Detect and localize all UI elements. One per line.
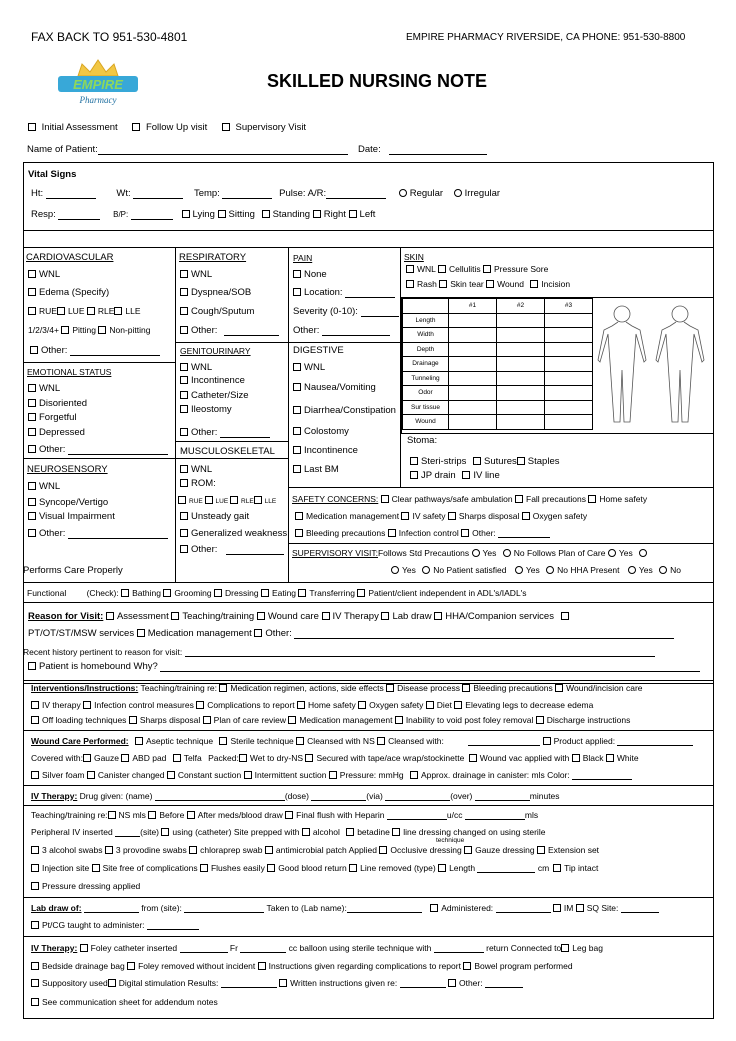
- nausea-checkbox[interactable]: [293, 383, 301, 391]
- oxygen-safety-checkbox[interactable]: [522, 512, 530, 520]
- date-field[interactable]: Date:: [358, 144, 487, 155]
- foley-removed-checkbox[interactable]: [127, 962, 135, 970]
- neuro-syncope: Syncope/Vertigo: [28, 497, 108, 508]
- musc-wnl: WNL: [180, 464, 212, 475]
- transferring-checkbox[interactable]: [298, 589, 306, 597]
- standing-checkbox[interactable]: [262, 210, 270, 218]
- infection-measures-checkbox[interactable]: [83, 701, 91, 709]
- disoriented-checkbox[interactable]: [28, 399, 36, 407]
- plan-review-checkbox[interactable]: [203, 716, 211, 724]
- supervisory-title: SUPERVISORY VISIT:: [292, 548, 378, 558]
- lle-checkbox[interactable]: [114, 307, 122, 315]
- written-instructions-checkbox[interactable]: [279, 979, 287, 987]
- cardio-title: CARDIOVASCULAR: [26, 252, 114, 263]
- pressure-mmhg-checkbox[interactable]: [329, 771, 337, 779]
- neuro-other: Other:: [28, 528, 168, 539]
- sharps-checkbox[interactable]: [448, 512, 456, 520]
- bowel-program-checkbox[interactable]: [463, 962, 471, 970]
- site-free-checkbox[interactable]: [92, 864, 100, 872]
- alcohol-swabs-checkbox[interactable]: [31, 846, 39, 854]
- elevating-checkbox[interactable]: [454, 701, 462, 709]
- reason-med-mgmt-checkbox[interactable]: [137, 629, 145, 637]
- neuro-title: NEUROSENSORY: [27, 464, 108, 475]
- dig-incontinence: Incontinence: [293, 445, 358, 456]
- int-med-mgmt-checkbox[interactable]: [288, 716, 296, 724]
- reason-row-2: PT/OT/ST/MSW services Medication management Other:: [28, 628, 674, 639]
- see-communication-checkbox[interactable]: [31, 998, 39, 1006]
- interventions-title: Interventions/Instructions:: [31, 683, 139, 693]
- precautions-no-radio[interactable]: [503, 549, 511, 557]
- colostomy-checkbox[interactable]: [293, 427, 301, 435]
- lab-taught-row: Pt/CG taught to administer:: [31, 920, 199, 930]
- emo-depressed: Depressed: [28, 427, 85, 438]
- addendum-row: See communication sheet for addendum notes: [31, 997, 218, 1007]
- emo-forgetful: Forgetful: [28, 412, 77, 423]
- musc-rue-checkbox[interactable]: [178, 496, 186, 504]
- emo-disoriented: Disoriented: [28, 398, 87, 409]
- dig-last-bm: Last BM: [293, 464, 339, 475]
- history-field: Recent history pertinent to reason for visit:: [23, 647, 655, 657]
- nonpitting-checkbox[interactable]: [98, 326, 106, 334]
- gu-catheter: Catheter/Size: [180, 390, 249, 401]
- iv-peripheral-row: Peripheral IV inserted (site) using (catheter) Site prepped with alcohol betadine line dressing changed on using sterile: [31, 827, 546, 837]
- resp-other-checkbox[interactable]: [180, 326, 188, 334]
- final-flush-checkbox[interactable]: [285, 811, 293, 819]
- gu-other: Other:: [180, 427, 270, 438]
- right-checkbox[interactable]: [313, 210, 321, 218]
- wound-care-title: Wound Care Performed:: [31, 736, 129, 746]
- bedside-bag-checkbox[interactable]: [31, 962, 39, 970]
- iv2-title: IV Therapy:: [31, 943, 78, 953]
- lying-checkbox[interactable]: [182, 210, 190, 218]
- resp-cough: Cough/Sputum: [180, 306, 254, 317]
- silver-foam-checkbox[interactable]: [31, 771, 39, 779]
- iv-pressure-row: Pressure dressing applied: [31, 881, 140, 891]
- iv-drug-row: IV Therapy: Drug given: (name) (dose) (via) (over) minutes: [31, 791, 560, 801]
- drains-row-2: JP drain IV line: [410, 470, 500, 481]
- skin-title: SKIN: [404, 252, 424, 262]
- suppository-checkbox[interactable]: [31, 979, 39, 987]
- precautions-yes-radio[interactable]: [472, 549, 480, 557]
- wound-care-row-3: Silver foam Canister changed Constant suction Intermittent suction Pressure: mmHg Approx. drainage in canister: mls Color:: [31, 770, 632, 780]
- black-checkbox[interactable]: [572, 754, 580, 762]
- rue-checkbox[interactable]: [28, 307, 36, 315]
- ns-mls-checkbox[interactable]: [108, 811, 116, 819]
- gu-wnl: WNL: [180, 362, 212, 373]
- iv-teach-row: Teaching/training re: NS mls Before After meds/blood draw Final flush with Heparin u/cc mls: [31, 810, 539, 820]
- neuro-wnl-checkbox[interactable]: [28, 482, 36, 490]
- dressing-checkbox[interactable]: [214, 589, 222, 597]
- sterile-checkbox[interactable]: [219, 737, 227, 745]
- reason-wound-checkbox[interactable]: [257, 612, 265, 620]
- bleeding-checkbox[interactable]: [295, 529, 303, 537]
- intermittent-suction-checkbox[interactable]: [244, 771, 252, 779]
- fax-number: FAX BACK TO 951-530-4801: [31, 30, 188, 44]
- cellulitis-checkbox[interactable]: [438, 265, 446, 273]
- after-meds-checkbox[interactable]: [187, 811, 195, 819]
- plan-no-radio[interactable]: [639, 549, 647, 557]
- resp-other: Other:: [180, 325, 279, 336]
- skin-wnl-checkbox[interactable]: [406, 265, 414, 273]
- neuro-wnl: WNL: [28, 481, 60, 492]
- using-catheter-checkbox[interactable]: [161, 828, 169, 836]
- interventions-row-2: IV therapy Infection control measures Complications to report Home safety Oxygen safety Diet Elevating legs to decrease edema: [31, 700, 593, 710]
- clear-path-checkbox[interactable]: [381, 495, 389, 503]
- musc-other: Other:: [180, 544, 284, 555]
- antimicrobial-checkbox[interactable]: [265, 846, 273, 854]
- cardio-pitting: 1/2/3/4+ Pitting Non-pitting: [28, 325, 151, 335]
- neuro-visual: Visual Impairment: [28, 511, 115, 522]
- med-regimen-checkbox[interactable]: [219, 684, 227, 692]
- pitting-checkbox[interactable]: [61, 326, 69, 334]
- rash-checkbox[interactable]: [406, 280, 414, 288]
- lab-title: Lab draw of:: [31, 903, 82, 913]
- body-diagram-icon: [590, 300, 712, 429]
- emo-wnl: WNL: [28, 383, 60, 394]
- syncope-checkbox[interactable]: [28, 498, 36, 506]
- digital-stim-checkbox[interactable]: [108, 979, 116, 987]
- pharmacy-info: EMPIRE PHARMACY RIVERSIDE, CA PHONE: 951-530-8800: [406, 32, 686, 43]
- skin-row-2: Rash Skin tear Wound Incision: [406, 279, 570, 289]
- hha-yes-radio[interactable]: [628, 566, 636, 574]
- musc-lle-checkbox[interactable]: [254, 496, 262, 504]
- reason-title: Reason for Visit:: [28, 611, 104, 622]
- leg-bag-checkbox[interactable]: [561, 944, 569, 952]
- constant-suction-checkbox[interactable]: [167, 771, 175, 779]
- rle-checkbox[interactable]: [87, 307, 95, 315]
- pt-taught-checkbox[interactable]: [31, 921, 39, 929]
- canister-checkbox[interactable]: [87, 771, 95, 779]
- cardio-wnl-checkbox[interactable]: [28, 270, 36, 278]
- musc-sides: RUE LUE RLE LLE: [178, 496, 276, 505]
- cardio-wnl: WNL: [28, 269, 60, 280]
- dig-colostomy: Colostomy: [293, 426, 349, 437]
- wound-care-row-2: Covered with: Gauze ABD pad Telfa Packed: Wet to dry-NS Secured with tape/ace wrap/stockinette Wound vac applied with Black White: [31, 753, 639, 763]
- safety-title: SAFETY CONCERNS:: [292, 494, 379, 504]
- homebound-checkbox[interactable]: [28, 662, 36, 670]
- int-oxygen-checkbox[interactable]: [358, 701, 366, 709]
- vital-signs-title: Vital Signs: [28, 169, 77, 180]
- dig-wnl-checkbox[interactable]: [293, 363, 301, 371]
- iv-site-row: Injection site Site free of complications Flushes easily Good blood return Line removed (type) Length cm Tip intact: [31, 863, 598, 873]
- reason-teaching-checkbox[interactable]: [171, 612, 179, 620]
- pain-location-checkbox[interactable]: [293, 288, 301, 296]
- incision-checkbox[interactable]: [530, 280, 538, 288]
- neuro-other-checkbox[interactable]: [28, 529, 36, 537]
- gauze-dressing-checkbox[interactable]: [464, 846, 472, 854]
- reason-lab-checkbox[interactable]: [381, 612, 389, 620]
- sutures-checkbox[interactable]: [473, 457, 481, 465]
- forgetful-checkbox[interactable]: [28, 413, 36, 421]
- grooming-checkbox[interactable]: [163, 589, 171, 597]
- dyspnea-checkbox[interactable]: [180, 288, 188, 296]
- staples-checkbox[interactable]: [517, 457, 525, 465]
- musc-rle-checkbox[interactable]: [230, 496, 238, 504]
- satisfied-no-radio[interactable]: [546, 566, 554, 574]
- wound-vac-checkbox[interactable]: [469, 754, 477, 762]
- drainage-checkbox[interactable]: [410, 771, 418, 779]
- pain-location: Location:: [293, 287, 395, 298]
- musc-other-checkbox[interactable]: [180, 545, 188, 553]
- catheter-checkbox[interactable]: [180, 391, 188, 399]
- wet-dry-checkbox[interactable]: [239, 754, 247, 762]
- unsteady-checkbox[interactable]: [180, 512, 188, 520]
- home-safety-checkbox[interactable]: [588, 495, 596, 503]
- gauze-checkbox[interactable]: [83, 754, 91, 762]
- initial-assessment-checkbox[interactable]: [28, 123, 36, 131]
- discharge-checkbox[interactable]: [536, 716, 544, 724]
- foley-row-2: Bedside drainage bag Foley removed without incident Instructions given regarding complications to report Bowel program performed: [31, 961, 573, 971]
- pressure-dressing-checkbox[interactable]: [31, 882, 39, 890]
- gu-other-checkbox[interactable]: [180, 428, 188, 436]
- pain-other: Other:: [293, 325, 390, 336]
- line-dressing-checkbox[interactable]: [392, 828, 400, 836]
- iv-title: IV Therapy:: [31, 791, 78, 801]
- edema-checkbox[interactable]: [28, 288, 36, 296]
- supervisory-row-2: Yes No Patient satisfied Yes No HHA Present Yes No: [391, 565, 681, 575]
- foley-row-3: Suppository used Digital stimulation Results: Written instructions given re: Other:: [31, 978, 523, 988]
- depressed-checkbox[interactable]: [28, 428, 36, 436]
- interventions-row-1: Interventions/Instructions: Teaching/training re: Medication regimen, actions, side effects Disease process Bleeding precautions Wound/incision care: [31, 683, 643, 693]
- tip-intact-checkbox[interactable]: [553, 864, 561, 872]
- last-bm-checkbox[interactable]: [293, 465, 301, 473]
- performs-care: Performs Care Properly: [23, 565, 123, 576]
- telfa-checkbox[interactable]: [173, 754, 181, 762]
- gu-ileostomy: Ileostomy: [180, 404, 232, 415]
- offloading-checkbox[interactable]: [31, 716, 39, 724]
- pressure-sore-checkbox[interactable]: [483, 265, 491, 273]
- foley-row: IV Therapy: Foley catheter inserted Fr cc balloon using sterile technique with return Connected to Leg bag: [31, 943, 603, 953]
- supervisory-row-1: SUPERVISORY VISIT:Follows Std Precautions Yes No Follows Plan of Care Yes: [292, 548, 650, 558]
- sitting-checkbox[interactable]: [218, 210, 226, 218]
- betadine-checkbox[interactable]: [346, 828, 354, 836]
- musc-lue-checkbox[interactable]: [205, 496, 213, 504]
- emotional-title: EMOTIONAL STATUS: [27, 367, 112, 377]
- int-iv-checkbox[interactable]: [31, 701, 39, 709]
- plan-yes-radio[interactable]: [608, 549, 616, 557]
- iv-safety-checkbox[interactable]: [401, 512, 409, 520]
- pharmacy-logo: [56, 58, 140, 108]
- steri-strips-checkbox[interactable]: [410, 457, 418, 465]
- supervisory-visit-checkbox[interactable]: [222, 123, 230, 131]
- occlusive-checkbox[interactable]: [379, 846, 387, 854]
- technique-label: technique: [436, 837, 465, 844]
- dig-nausea: Nausea/Vomiting: [293, 382, 376, 393]
- musc-unsteady: Unsteady gait: [180, 511, 249, 522]
- digestive-title: DIGESTIVE: [293, 345, 344, 356]
- iv-line-checkbox[interactable]: [462, 471, 470, 479]
- visit-type-row: Initial Assessment Follow Up visit Supervisory Visit: [28, 122, 306, 133]
- flushes-checkbox[interactable]: [200, 864, 208, 872]
- resp-wnl: WNL: [180, 269, 212, 280]
- int-bleeding-checkbox[interactable]: [462, 684, 470, 692]
- extension-set-checkbox[interactable]: [537, 846, 545, 854]
- irregular-radio[interactable]: [454, 189, 462, 197]
- inability-void-checkbox[interactable]: [395, 716, 403, 724]
- eating-checkbox[interactable]: [261, 589, 269, 597]
- emo-other: Other:: [28, 444, 168, 455]
- diet-checkbox[interactable]: [426, 701, 434, 709]
- drains-row-1: Steri-strips Sutures Staples: [410, 456, 559, 467]
- skin-row-1: WNL Cellulitis Pressure Sore: [406, 264, 548, 274]
- resp-wnl-checkbox[interactable]: [180, 270, 188, 278]
- pain-title: PAIN: [293, 253, 313, 263]
- reason-other-checkbox[interactable]: [254, 629, 262, 637]
- gu-wnl-checkbox[interactable]: [180, 363, 188, 371]
- left-checkbox[interactable]: [349, 210, 357, 218]
- skin-tear-checkbox[interactable]: [439, 280, 447, 288]
- gu-incontinence-checkbox[interactable]: [180, 376, 188, 384]
- int-home-safety-checkbox[interactable]: [297, 701, 305, 709]
- musc-wnl-checkbox[interactable]: [180, 465, 188, 473]
- cardio-sides: RUE LUE RLE LLE: [28, 306, 141, 316]
- independent-checkbox[interactable]: [357, 589, 365, 597]
- jp-drain-checkbox[interactable]: [410, 471, 418, 479]
- int-sharps-checkbox[interactable]: [129, 716, 137, 724]
- reason-hha-checkbox[interactable]: [434, 612, 442, 620]
- sq-checkbox[interactable]: [576, 904, 584, 912]
- ileostomy-checkbox[interactable]: [180, 405, 188, 413]
- musculo-title: MUSCULOSKELETAL: [180, 446, 275, 457]
- vitals-row-1: Ht: Wt: Temp: Pulse: A/R: Regular Irregular: [31, 188, 501, 199]
- regular-radio[interactable]: [399, 189, 407, 197]
- gu-incontinence: Incontinence: [180, 375, 245, 386]
- cleansed-with-checkbox[interactable]: [377, 737, 385, 745]
- patient-name-field[interactable]: Name of Patient:: [27, 144, 348, 155]
- homebound-field: Patient is homebound Why?: [28, 661, 700, 672]
- bathing-checkbox[interactable]: [121, 589, 129, 597]
- wound-incision-checkbox[interactable]: [555, 684, 563, 692]
- chloraprep-checkbox[interactable]: [189, 846, 197, 854]
- diarrhea-checkbox[interactable]: [293, 406, 301, 414]
- length-checkbox[interactable]: [438, 864, 446, 872]
- satisfied-yes-radio[interactable]: [515, 566, 523, 574]
- follow-up-checkbox[interactable]: [132, 123, 140, 131]
- iv-swabs-row: 3 alcohol swabs 3 provodine swabs chloraprep swab antimicrobial patch Applied Occlusive dressing Gauze dressing Extension set: [31, 845, 599, 855]
- infection-control-checkbox[interactable]: [388, 529, 396, 537]
- row2-no-radio[interactable]: [422, 566, 430, 574]
- foley-inserted-checkbox[interactable]: [80, 944, 88, 952]
- resp-dyspnea: Dyspnea/SOB: [180, 287, 251, 298]
- safety-row-2: Medication management IV safety Sharps disposal Oxygen safety: [295, 511, 587, 521]
- cardio-edema: Edema (Specify): [28, 287, 109, 298]
- abd-pad-checkbox[interactable]: [121, 754, 129, 762]
- wound-checkbox[interactable]: [486, 280, 494, 288]
- hha-no-radio[interactable]: [659, 566, 667, 574]
- reason-extra-checkbox[interactable]: [561, 612, 569, 620]
- dig-wnl: WNL: [293, 362, 325, 373]
- blood-return-checkbox[interactable]: [267, 864, 275, 872]
- aseptic-checkbox[interactable]: [135, 737, 143, 745]
- secured-checkbox[interactable]: [305, 754, 313, 762]
- im-checkbox[interactable]: [553, 904, 561, 912]
- musc-weakness: Generalized weakness: [180, 528, 287, 539]
- administered-checkbox[interactable]: [430, 904, 438, 912]
- lue-checkbox[interactable]: [57, 307, 65, 315]
- pain-none-checkbox[interactable]: [293, 270, 301, 278]
- safety-row-3: Bleeding precautions Infection control Other:: [295, 528, 550, 538]
- white-checkbox[interactable]: [606, 754, 614, 762]
- emo-other-checkbox[interactable]: [28, 445, 36, 453]
- instructions-checkbox[interactable]: [258, 962, 266, 970]
- alcohol-checkbox[interactable]: [302, 828, 310, 836]
- row2-yes-radio[interactable]: [391, 566, 399, 574]
- rom-checkbox[interactable]: [180, 479, 188, 487]
- weakness-checkbox[interactable]: [180, 529, 188, 537]
- respiratory-title: RESPIRATORY: [179, 252, 247, 263]
- page-title: SKILLED NURSING NOTE: [267, 71, 488, 91]
- interventions-row-3: Off loading techniques Sharps disposal Plan of care review Medication management Inability to void post foley removal Discharge instructions: [31, 715, 630, 725]
- safety-row-1: SAFETY CONCERNS: Clear pathways/safe ambulation Fall precautions Home safety: [292, 494, 648, 504]
- cardio-other-checkbox[interactable]: [30, 346, 38, 354]
- injection-site-checkbox[interactable]: [31, 864, 39, 872]
- iv2-other-checkbox[interactable]: [448, 979, 456, 987]
- cardio-other: Other:: [30, 345, 160, 356]
- reason-row-1: Reason for Visit: Assessment Teaching/training Wound care IV Therapy Lab draw HHA/Companion services: [28, 611, 572, 622]
- vitals-row-2: Resp: B/P: Lying Sitting Standing Right Left: [31, 209, 376, 220]
- cleansed-ns-checkbox[interactable]: [296, 737, 304, 745]
- svg-text:EMPIRE: EMPIRE: [73, 77, 123, 92]
- visual-checkbox[interactable]: [28, 512, 36, 520]
- stoma-field: Stoma:: [407, 435, 438, 446]
- dig-incontinence-checkbox[interactable]: [293, 446, 301, 454]
- functional-row: Functional (Check): Bathing Grooming Dressing Eating Transferring Patient/client independent in ADL's/IADL's: [27, 588, 527, 598]
- svg-text:Pharmacy: Pharmacy: [79, 95, 117, 105]
- lab-row: Lab draw of: from (site): Taken to (Lab name): Administered: IM SQ Site:: [31, 903, 659, 913]
- wound-measure-table: #1 #2 #3 Length Width Depth Drainage Tunneling Odor Sur tissue Wound: [402, 298, 593, 430]
- reason-assessment-checkbox[interactable]: [106, 612, 114, 620]
- fall-precautions-checkbox[interactable]: [515, 495, 523, 503]
- provodine-checkbox[interactable]: [105, 846, 113, 854]
- product-applied-checkbox[interactable]: [543, 737, 551, 745]
- dig-diarrhea: Diarrhea/Constipation: [293, 405, 396, 416]
- pain-severity: Severity (0-10):: [293, 306, 399, 317]
- gu-title: GENITOURINARY: [180, 346, 251, 356]
- complications-checkbox[interactable]: [196, 701, 204, 709]
- musc-rom: ROM:: [180, 478, 216, 489]
- wound-care-row-1: Wound Care Performed: Aseptic technique Sterile technique Cleansed with NS Cleansed with: Product applied:: [31, 736, 693, 746]
- pain-none: None: [293, 269, 327, 280]
- med-mgmt-checkbox[interactable]: [295, 512, 303, 520]
- line-removed-checkbox[interactable]: [349, 864, 357, 872]
- safety-other-checkbox[interactable]: [461, 529, 469, 537]
- cough-checkbox[interactable]: [180, 307, 188, 315]
- reason-iv-checkbox[interactable]: [322, 612, 330, 620]
- disease-process-checkbox[interactable]: [386, 684, 394, 692]
- before-checkbox[interactable]: [148, 811, 156, 819]
- emo-wnl-checkbox[interactable]: [28, 384, 36, 392]
